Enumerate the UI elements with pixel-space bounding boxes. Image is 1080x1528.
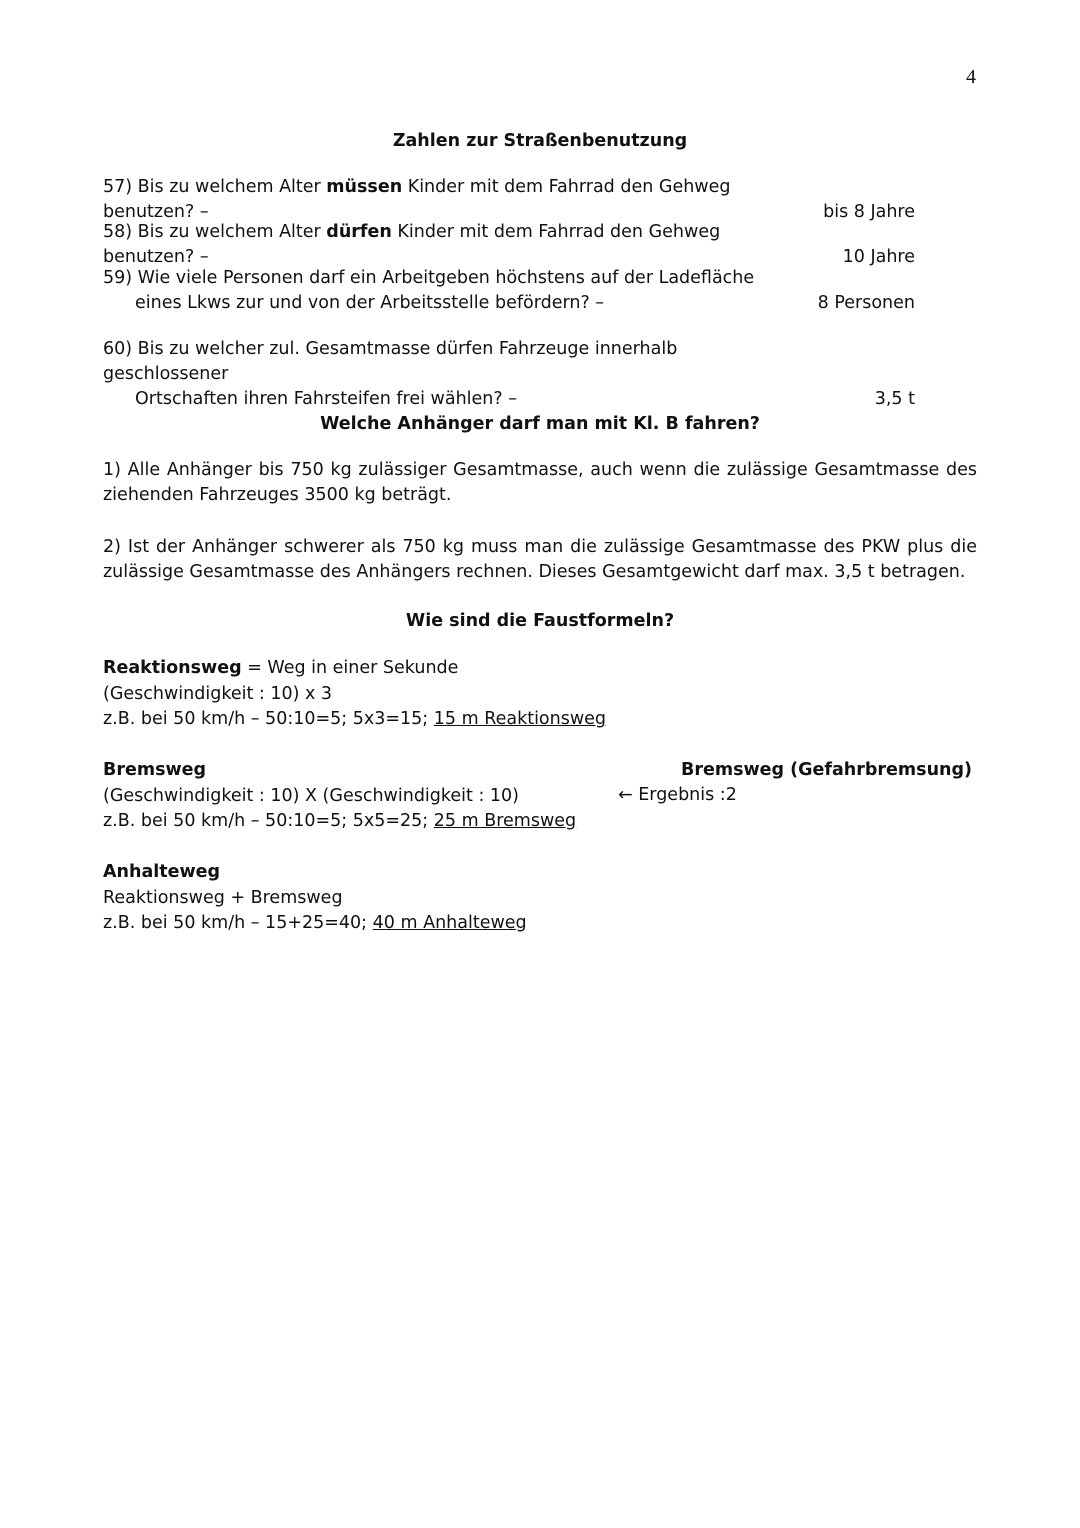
answer-58: 10 Jahre xyxy=(842,247,915,267)
question-59-line1: 59) Wie viele Personen darf ein Arbeitgeben höchstens auf der Ladefläche xyxy=(103,268,755,288)
question-60 xyxy=(103,337,915,412)
question-60-line1: 60) Bis zu welcher zul. Gesamtmasse dürfen Fahrzeuge innerhalb geschlossener xyxy=(103,339,678,384)
question-58 xyxy=(103,220,915,270)
bremsweg-example: z.B. bei 50 km/h – 50:10=5; 5x5=25; 25 m Bremsweg xyxy=(103,811,577,831)
question-59-line2: eines Lkws zur und von der Arbeitsstelle befördern? – xyxy=(135,293,605,313)
answer-60: 3,5 t xyxy=(874,389,915,409)
reaktionsweg-title: Reaktionsweg xyxy=(103,658,242,678)
section-heading-strassenbenutzung: Zahlen zur Straßenbenutzung xyxy=(392,131,688,151)
bremsweg-title: Bremsweg xyxy=(103,760,207,780)
answer-57: bis 8 Jahre xyxy=(823,202,915,222)
answer-59: 8 Personen xyxy=(817,293,915,313)
question-57-text: 57) Bis zu welchem Alter müssen Kinder mit dem Fahrrad den Gehweg benutzen? – xyxy=(103,177,731,222)
gefahrbremsung-title: Bremsweg (Gefahrbremsung) xyxy=(681,760,973,780)
reaktionsweg-formula: (Geschwindigkeit : 10) x 3 xyxy=(103,683,333,704)
reaktionsweg-example: z.B. bei 50 km/h – 50:10=5; 5x3=15; 15 m Reaktionsweg xyxy=(103,709,607,729)
question-59 xyxy=(103,266,915,316)
reaktionsweg-result: 15 m Reaktionsweg xyxy=(433,709,607,729)
paragraph-anhaenger-1: 1) Alle Anhänger bis 750 kg zulässiger Gesamtmasse, auch wenn die zulässige Gesamtmasse des ziehenden Fahrzeuges 3500 kg beträgt. xyxy=(103,460,977,505)
paragraph-anhaenger-2: 2) Ist der Anhänger schwerer als 750 kg muss man die zulässige Gesamtmasse des PKW plus die zulässige Gesamtmasse des Anhängers rechnen. Dieses Gesamtgewicht darf max. 3,5 t betragen. xyxy=(103,537,977,582)
bremsweg-formula: (Geschwindigkeit : 10) X (Geschwindigkeit : 10) xyxy=(103,785,520,806)
question-58-text: 58) Bis zu welchem Alter dürfen Kinder mit dem Fahrrad den Gehweg benutzen? – xyxy=(103,222,721,267)
arrow-left-icon: ← xyxy=(618,785,633,805)
emphasis-duerfen: dürfen xyxy=(326,222,392,242)
anhalteweg-block xyxy=(103,860,527,937)
emphasis-muessen: müssen xyxy=(326,177,403,197)
question-60-line2: Ortschaften ihren Fahrsteifen frei wählen? – xyxy=(135,389,517,409)
gefahrbremsung-note: ← Ergebnis :2 xyxy=(618,785,737,805)
anhalteweg-formula: Reaktionsweg + Bremsweg xyxy=(103,887,343,908)
reaktionsweg-block xyxy=(103,656,606,733)
anhalteweg-example: z.B. bei 50 km/h – 15+25=40; 40 m Anhalteweg xyxy=(103,913,527,933)
section-heading-anhaenger: Welche Anhänger darf man mit Kl. B fahren? xyxy=(320,414,760,434)
bremsweg-result: 25 m Bremsweg xyxy=(433,811,577,831)
section-heading-faustformeln: Wie sind die Faustformeln? xyxy=(405,611,675,631)
reaktionsweg-title-line: Reaktionsweg = Weg in einer Sekunde xyxy=(103,658,459,678)
anhalteweg-result: 40 m Anhalteweg xyxy=(372,913,527,933)
page-number: 4 xyxy=(966,66,976,88)
bremsweg-block xyxy=(103,758,576,835)
anhalteweg-title: Anhalteweg xyxy=(103,862,221,882)
question-57 xyxy=(103,175,915,225)
